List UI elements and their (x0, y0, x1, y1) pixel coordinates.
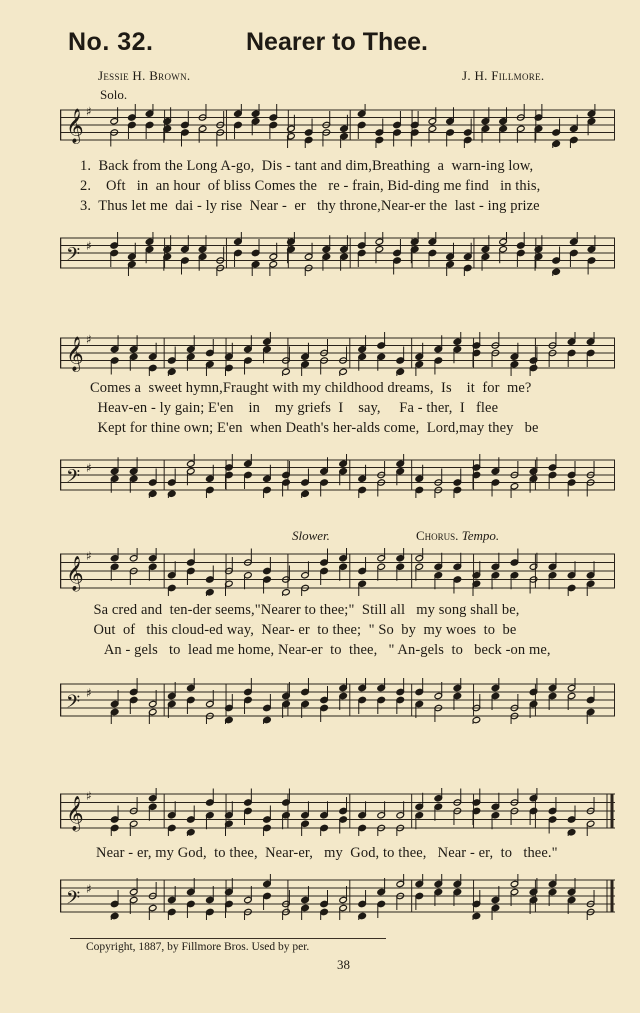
bass-staff (60, 232, 615, 276)
key-signature-sharp-icon: ♯ (86, 104, 92, 119)
hymn-number: No. 32. (68, 28, 154, 56)
treble-staff (60, 788, 615, 836)
bass-staff (60, 678, 615, 724)
staff-lines (60, 880, 615, 912)
lyric-line-verse-3: An - gels to lead me home, Near-er to thee, " An-gels to beck -on me, (86, 642, 551, 658)
treble-clef-icon: 𝄞 (66, 555, 84, 591)
music-system-2 (60, 322, 620, 502)
lyric-line-chorus: Near - er, my God, to thee, Near-er, my God, to thee, Near - er, to thee." (96, 845, 558, 861)
bass-clef-icon: 𝄢 (66, 692, 81, 718)
footer-rule (70, 938, 386, 939)
treble-clef-icon: 𝄞 (66, 108, 84, 144)
lyric-line-verse-1: Comes a sweet hymn,Fraught with my childhood dreams, Is it for me? (90, 380, 532, 396)
note-heads (110, 788, 595, 836)
staff-lines (60, 110, 615, 140)
key-signature-sharp-icon: ♯ (86, 685, 92, 700)
note-heads (110, 104, 596, 148)
note-heads (110, 548, 595, 596)
key-signature-sharp-icon: ♯ (86, 881, 92, 896)
lyric-line-verse-3: Kept for thine own; E'en when Death's her-alds come, Lord,may they be (90, 420, 539, 436)
lyric-line-verse-1: 1. Back from the Long A-go, Dis - tant and dim,Breathing a warn-ing low, (80, 158, 534, 174)
bass-staff (60, 454, 615, 498)
treble-staff (60, 548, 615, 596)
music-system-1 (60, 86, 620, 272)
composer-credit: J. H. Fillmore. (462, 68, 545, 83)
slower-marking: Slower. (292, 528, 330, 543)
note-heads (110, 874, 595, 920)
treble-staff (60, 104, 615, 148)
music-system-4 (60, 778, 620, 918)
staff-lines (60, 238, 615, 268)
music-system-3 (60, 528, 620, 724)
note-heads (110, 232, 596, 276)
bass-clef-icon: 𝄢 (66, 888, 81, 914)
treble-staff (60, 332, 615, 376)
bass-staff (60, 874, 615, 920)
chorus-marking: Chorus. Tempo. (416, 528, 500, 543)
staff-lines (60, 684, 615, 716)
lyric-line-verse-3: 3. Thus let me dai - ly rise Near - er thy throne,Near-er the last - ing prize (80, 198, 540, 214)
note-heads (110, 454, 595, 498)
lyric-line-verse-2: Out of this cloud-ed way, Near- er to thee; " So by my woes to be (86, 622, 517, 638)
lyric-line-verse-1: Sa cred and ten-der seems,"Nearer to thee;" Still all my song shall be, (86, 602, 520, 618)
hymn-title: Nearer to Thee. (246, 28, 429, 56)
key-signature-sharp-icon: ♯ (86, 461, 92, 475)
page-number: 38 (337, 957, 350, 972)
key-signature-sharp-icon: ♯ (86, 332, 92, 347)
solo-marking: Solo. (100, 87, 128, 102)
bass-clef-icon: 𝄢 (66, 244, 81, 270)
key-signature-sharp-icon: ♯ (86, 788, 92, 803)
key-signature-sharp-icon: ♯ (86, 548, 92, 563)
copyright-notice: Copyright, 1887, by Fillmore Bros. Used by per. (86, 941, 310, 953)
bass-clef-icon: 𝄢 (66, 466, 81, 492)
note-heads (110, 678, 595, 724)
staff-lines (60, 460, 615, 490)
author-credit: Jessie H. Brown. (98, 68, 191, 83)
treble-clef-icon: 𝄞 (66, 795, 84, 831)
key-signature-sharp-icon: ♯ (86, 239, 92, 253)
treble-clef-icon: 𝄞 (66, 336, 84, 372)
lyric-line-verse-2: Heav-en - ly gain; E'en in my griefs I say, Fa - ther, I flee (90, 400, 499, 416)
lyric-line-verse-2: 2. Oft in an hour of bliss Comes the re - frain, Bid-ding me find in this, (80, 178, 541, 194)
note-heads (110, 332, 595, 376)
